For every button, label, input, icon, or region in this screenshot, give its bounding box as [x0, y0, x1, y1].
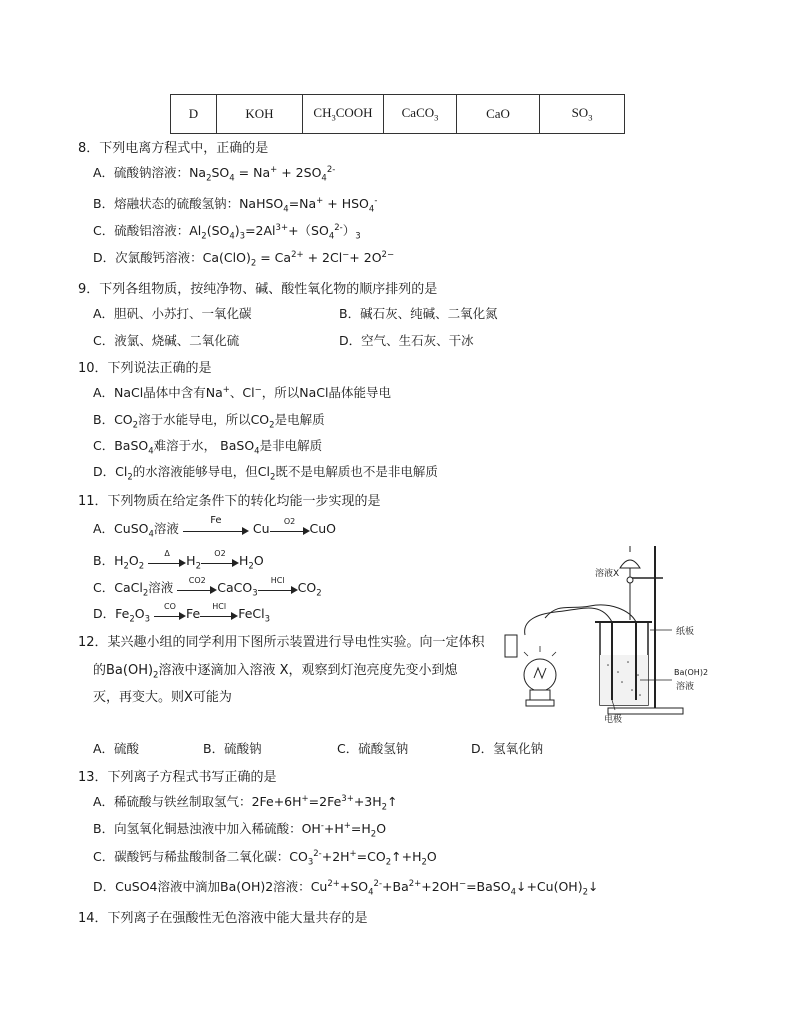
table-cell: KOH — [217, 95, 303, 134]
table-cell: D — [171, 95, 217, 134]
question-12-line-2-end: 溶液中逐滴加入溶液 X，观察到灯泡亮度先变小到熄 — [158, 663, 458, 678]
option-label: B．向氢氧化铜悬浊液中加入稀硫酸： — [93, 821, 302, 836]
question-13-option-b: B．向氢氧化铜悬浊液中加入稀硫酸：$OH^-+H^+=H_2O$ — [93, 820, 387, 840]
question-11-option-a: A．CuSO$_4$溶液 Fe Cu O2 CuO — [93, 514, 337, 540]
question-13-option-d: D．CuSO4溶液中滴加Ba(OH)2溶液：$Cu^{2+}+SO_4^{2-}+Ba^{2+}+2OH^-=BaSO_4↓+Cu(OH)_2↓$ — [93, 878, 599, 898]
question-9-option-d: D．空气、生石灰、干冰 — [339, 333, 474, 348]
table-cell: CaCO$_3$ — [384, 95, 457, 134]
substance-table — [170, 94, 625, 134]
reaction-arrow: CO — [154, 609, 186, 621]
option-label: C．硫酸铝溶液： — [93, 223, 190, 238]
question-10-option-c: C．BaSO$_4$难溶于水， BaSO$_4$是非电解质 — [93, 438, 323, 457]
reaction-arrow: HCl — [258, 583, 298, 595]
question-11-option-b: B．$H_2O_2$ Δ $H_2$ O2 $H_2O$ — [93, 548, 264, 572]
option-label: B．熔融状态的硫酸氢钠： — [93, 196, 240, 211]
question-9-option-a: A．胆矾、小苏打、一氧化碳 — [93, 306, 252, 321]
reaction-arrow: Δ — [148, 556, 186, 568]
question-9-stem: 9．下列各组物质，按纯净物、碱、酸性氧化物的顺序排列的是 — [78, 282, 438, 297]
question-14-stem: 14．下列离子在强酸性无色溶液中能大量共存的是 — [78, 911, 368, 926]
light-bulb — [524, 659, 556, 691]
question-12-line-2-start: 的Ba — [93, 663, 123, 678]
question-12-line-1: 12．某兴趣小组的同学利用下图所示装置进行导电性实验。向一定体积 — [78, 635, 485, 650]
question-10-stem: 10．下列说法正确的是 — [78, 361, 212, 376]
bulb-holder — [505, 635, 517, 657]
table-cell: $CH_3COOH$ — [303, 95, 384, 134]
dropping-funnel — [620, 560, 640, 568]
question-11-option-c: C．CaCl$_2$溶液 CO2 CaCO$_3$ HCl $CO_2$ — [93, 575, 322, 599]
question-12-option-d: D．氢氧化钠 — [471, 741, 544, 756]
option-label: C．碳酸钙与稀盐酸制备二氧化碳： — [93, 849, 290, 864]
question-12-line-3: 灭，再变大。则X可能为 — [93, 690, 232, 705]
option-label: A．硫酸钠溶液： — [93, 165, 190, 180]
question-9-option-c: C．液氯、烧碱、二氧化硫 — [93, 333, 240, 348]
question-9-option-b: B．碱石灰、纯碱、二氧化氮 — [339, 306, 498, 321]
figure-label-baoh2: Ba(OH)2 — [674, 668, 709, 677]
question-8-option-c: C．硫酸铝溶液：$Al_2(SO_4)_3=2Al^{3+}+(SO_4^{2-})_3$ — [93, 222, 361, 242]
question-12-option-b: B．硫酸钠 — [203, 741, 262, 756]
question-11-option-d: D．$Fe_2O_3$ CO Fe HCl FeCl$_3$ — [93, 601, 271, 625]
table-cell: $SO_3$ — [540, 95, 625, 134]
option-label: D．次氯酸钙溶液： — [93, 250, 203, 265]
question-8-option-b: B．熔融状态的硫酸氢钠：NaHSO$_4$=Na+ + $HSO_4^-$ — [93, 195, 378, 215]
question-11-stem: 11．下列物质在给定条件下的转化均能一步实现的是 — [78, 494, 381, 509]
figure-label-paper-board: 纸板 — [676, 627, 695, 637]
question-13-option-c: C．碳酸钙与稀盐酸制备二氧化碳：$CO_3^{2-}+2H^+=CO_2↑+H_2O$ — [93, 848, 437, 868]
reaction-arrow: CO2 — [177, 583, 217, 595]
question-10-option-d: D．$Cl_2$的水溶液能够导电，但$Cl_2$既不是电解质也不是非电解质 — [93, 464, 438, 483]
reaction-arrow: HCl — [200, 609, 238, 621]
question-12-line-2: 的$Ba(OH)_2$溶液中逐滴加入溶液 X，观察到灯泡亮度先变小到熄 — [93, 663, 458, 681]
question-8-option-d: D．次氯酸钙溶液：$Ca(ClO)_2 = Ca^{2+} + 2Cl^-+ 2O^{2-}$ — [93, 249, 395, 269]
table-row — [171, 95, 625, 134]
question-10-option-b: B．$CO_2$溶于水能导电，所以$CO_2$是电解质 — [93, 412, 325, 431]
figure-label-solution: 溶液 — [676, 682, 695, 692]
figure-label-electrode: 电极 — [604, 715, 623, 725]
question-12-option-a: A．硫酸 — [93, 741, 140, 756]
reaction-arrow: O2 — [270, 524, 310, 536]
option-label: D．CuSO4溶液中滴加Ba(OH)2溶液： — [93, 879, 311, 894]
question-8-stem: 8．下列电离方程式中，正确的是 — [78, 141, 269, 156]
reaction-arrow: O2 — [201, 556, 239, 568]
option-label: A．稀硫酸与铁丝制取氢气： — [93, 794, 252, 809]
reaction-arrow: Fe — [183, 524, 249, 536]
question-13-option-a: A．稀硫酸与铁丝制取氢气：$2Fe+6H^+=2Fe^{3+}+3H_2↑$ — [93, 793, 398, 813]
question-8-option-a: A．硫酸钠溶液：$Na_2SO_4 = Na^+ + 2SO_4^{2-}$ — [93, 164, 336, 184]
table-cell: CaO — [457, 95, 540, 134]
question-13-stem: 13．下列离子方程式书写正确的是 — [78, 770, 277, 785]
figure-label-solution-x: 溶液X — [595, 569, 620, 579]
question-10-option-a: A．NaCl晶体中含有Na+、Cl−，所以NaCl晶体能导电 — [93, 384, 391, 400]
question-12-option-c: C．硫酸氢钠 — [337, 741, 409, 756]
